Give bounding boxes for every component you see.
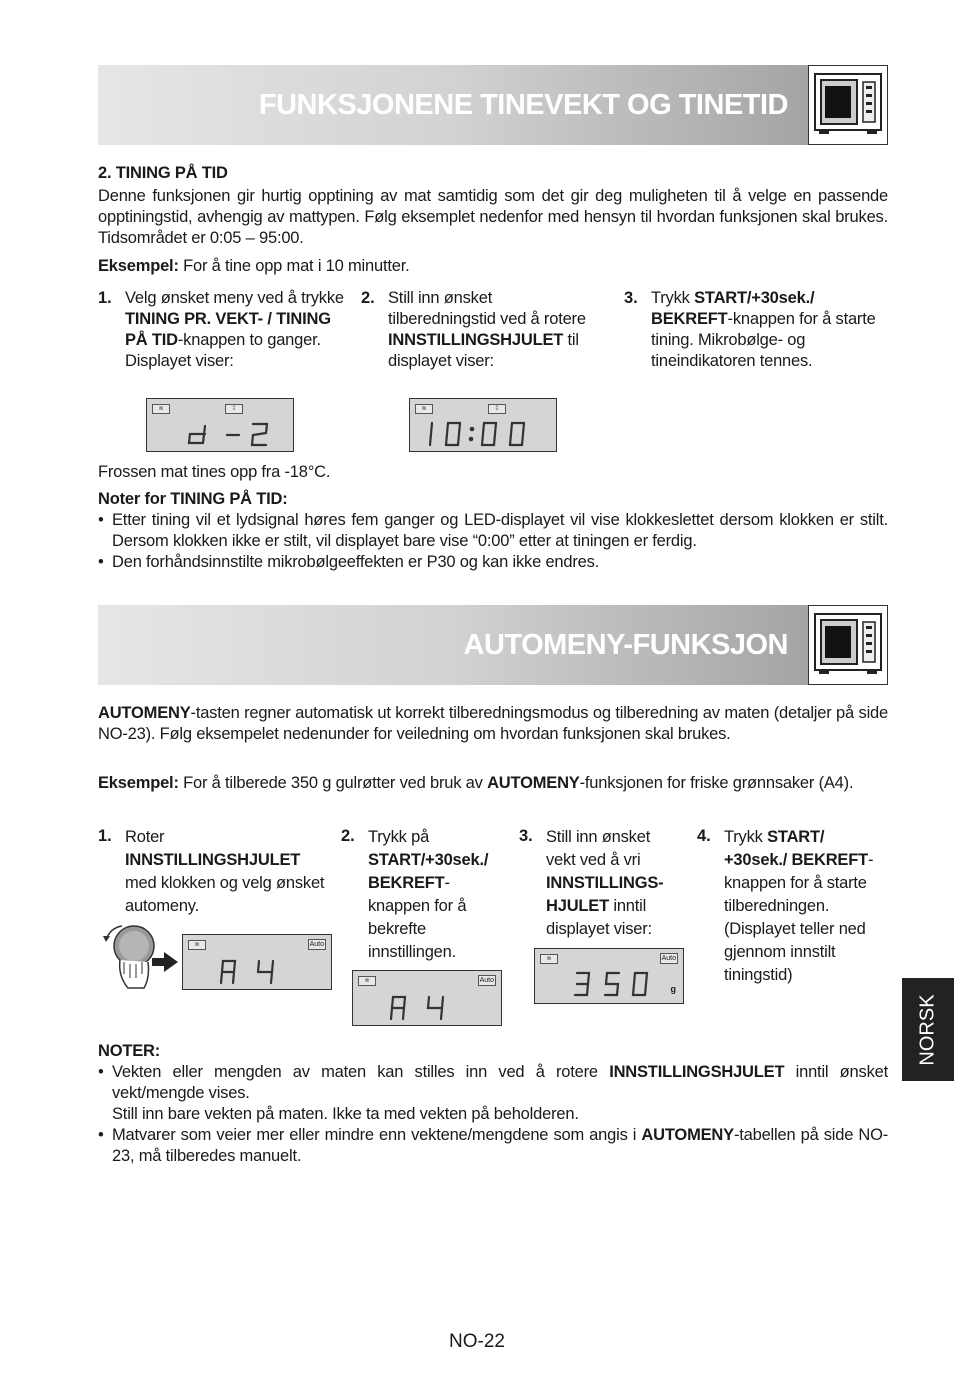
language-tab bbox=[902, 978, 954, 1081]
display-panel bbox=[182, 934, 332, 990]
display-segments bbox=[535, 949, 685, 1005]
bullet-icon: • bbox=[98, 553, 104, 571]
microwave-indicator-icon: ≋ bbox=[540, 954, 558, 964]
step-text: Trykk START/ +30sek./ BEKREFT-knappen for å starte tilberedningen. (Displayet teller ned gjennom innstilt tiningstid) bbox=[724, 828, 874, 984]
bullet-icon: • bbox=[98, 1126, 104, 1144]
notes-heading: NOTER: bbox=[98, 1042, 161, 1060]
step-text: Velg ønsket meny ved å trykke TINING PR. VEKT- / TINING PÅ TID-knappen to ganger. Displayet viser: bbox=[125, 289, 344, 370]
section-banner-defrost bbox=[98, 65, 888, 145]
display-panel bbox=[146, 398, 294, 452]
page-number: NO-22 bbox=[449, 1331, 505, 1352]
defrost-indicator-icon: ⁞⁞ bbox=[488, 404, 506, 414]
dial-hand-icon bbox=[100, 922, 180, 994]
frozen-note: Frossen mat tines opp fra -18°C. bbox=[98, 463, 331, 481]
microwave-indicator-icon: ≋ bbox=[358, 976, 376, 986]
intro-paragraph: Denne funksjonen gir hurtig opptining av mat samtidig som det gir deg muligheten til å velge en passende opptiningstid, avhengig av mattypen. Følg eksemplet nedenfor med hensyn til hvordan funksjonen skal brukes. Tidsområdet er 0:05 – 95:00. bbox=[98, 187, 888, 247]
step-number: 2. bbox=[341, 827, 355, 845]
unit-label: g bbox=[670, 984, 676, 994]
microwave-indicator-icon: ≋ bbox=[152, 404, 170, 414]
example-line bbox=[98, 256, 409, 277]
display-panel bbox=[409, 398, 557, 452]
step-number: 4. bbox=[697, 827, 711, 845]
microwave-indicator-icon: ≋ bbox=[188, 940, 206, 950]
step-text: Trykk START/+30sek./ BEKREFT-knappen for å starte tining. Mikrobølge- og tineindikatoren tennes. bbox=[651, 289, 876, 370]
display-segments bbox=[147, 399, 295, 453]
note-item: Matvarer som veier mer eller mindre enn vektene/mengdene som angis i AUTOMENY-tabellen på side NO-23, må tilberedes manuelt. bbox=[112, 1126, 888, 1165]
display-segments bbox=[183, 935, 333, 991]
note-item: Etter tining vil et lydsignal høres fem ganger og LED-displayet vil vise klokkeslettet dersom klokken er stilt. Dersom klokken ikke er stilt, vil displayet bare vise “0:00” etter at tiningen er ferdig. bbox=[112, 511, 888, 550]
bullet-icon: • bbox=[98, 511, 104, 529]
display-panel bbox=[352, 970, 502, 1026]
section-banner-automenu bbox=[98, 605, 888, 685]
display-segments bbox=[410, 399, 558, 453]
microwave-icon bbox=[808, 605, 888, 685]
banner-title: AUTOMENY-FUNKSJON bbox=[463, 629, 788, 661]
step-number: 2. bbox=[361, 289, 375, 307]
language-tab-label: NORSK bbox=[916, 993, 939, 1066]
banner-title: FUNKSJONENE TINEVEKT OG TINETID bbox=[258, 89, 788, 121]
note-item: Vekten eller mengden av maten kan stilles inn ved å rotere INNSTILLINGSHJULET inntil ønsket vekt/mengde vises. bbox=[112, 1063, 888, 1102]
intro-paragraph: AUTOMENY-tasten regner automatisk ut korrekt tilberedningsmodus og tilberedning av maten (detaljer på side NO-23). Følg eksempelet nedenunder for veiledning om hvordan funksjonen skal brukes. bbox=[98, 704, 888, 743]
auto-badge: Auto bbox=[309, 941, 324, 948]
example-label: Eksempel: bbox=[98, 257, 179, 275]
step-text: Still inn ønsket tilberedningstid ved å rotere INNSTILLINGSHJULET til displayet viser: bbox=[388, 289, 586, 370]
section-heading: 2. TINING PÅ TID bbox=[98, 164, 228, 182]
step-number: 1. bbox=[98, 827, 112, 845]
bullet-icon: • bbox=[98, 1063, 104, 1081]
auto-badge: Auto bbox=[479, 977, 494, 984]
step-number: 3. bbox=[624, 289, 638, 307]
note-item: Den forhåndsinnstilte mikrobølgeeffekten er P30 og kan ikke endres. bbox=[112, 553, 600, 571]
step-number: 3. bbox=[519, 827, 533, 845]
auto-badge: Auto bbox=[661, 955, 676, 962]
display-segments bbox=[353, 971, 503, 1027]
note-extra: Still inn bare vekten på maten. Ikke ta med vekten på beholderen. bbox=[112, 1105, 579, 1123]
example-line: Eksempel: For å tilberede 350 g gulrøtter ved bruk av AUTOMENY-funksjonen for friske grønnsaker (A4). bbox=[98, 774, 854, 792]
step-text: Roter INNSTILLINGSHJULET med klokken og velg ønsket automeny. bbox=[125, 828, 325, 915]
step-text: Still inn ønsket vekt ved å vri INNSTILLINGS-HJULET inntil displayet viser: bbox=[546, 828, 664, 938]
display-panel bbox=[534, 948, 684, 1004]
example-text: For å tine opp mat i 10 minutter. bbox=[178, 257, 410, 275]
step-number: 1. bbox=[98, 289, 112, 307]
step-text: Trykk på START/+30sek./ BEKREFT-knappen for å bekrefte innstillingen. bbox=[368, 828, 489, 961]
microwave-indicator-icon: ≋ bbox=[415, 404, 433, 414]
notes-heading: Noter for TINING PÅ TID: bbox=[98, 490, 288, 508]
microwave-icon bbox=[808, 65, 888, 145]
defrost-indicator-icon: ⁞⁞ bbox=[225, 404, 243, 414]
